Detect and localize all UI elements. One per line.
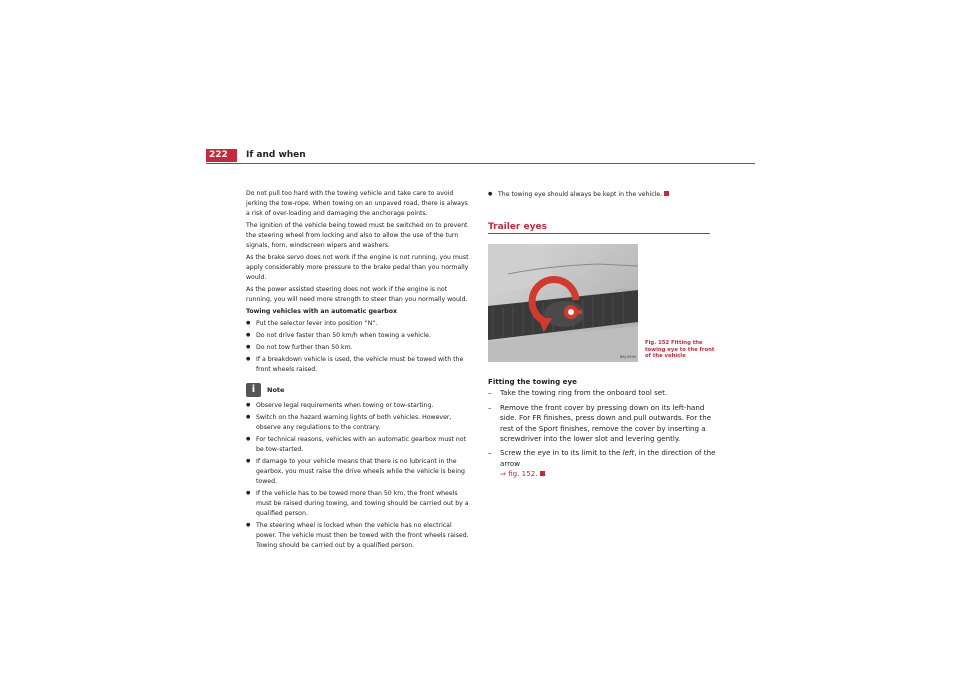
end-mark-icon (540, 471, 545, 476)
subheading-fitting-towing-eye: Fitting the towing eye (488, 377, 577, 386)
figure-caption: Fig. 152 Fitting the towing eye to the front of the vehicle (645, 340, 715, 359)
figure-illustration (488, 244, 638, 362)
figure-towing-eye (488, 244, 638, 362)
note-bullet: ● The steering wheel is locked when the vehicle has no electrical power. The vehicle must then be towed with the front wheels raised. Towing should be carried out by a qualified person. (246, 520, 472, 551)
section-title: Trailer eyes (488, 222, 547, 232)
header-rule (206, 163, 755, 164)
page-number: 222 (206, 149, 237, 162)
section-rule (488, 233, 710, 234)
end-mark-icon (664, 191, 669, 196)
bullet-item: ● Do not drive faster than 50 km/h when towing a vehicle. (246, 330, 472, 341)
note-bullet: ● If the vehicle has to be towed more than 50 km, the front wheels must be raised during towing, and towing should be carried out by a qualified person. (246, 488, 472, 519)
step-text: . (535, 469, 538, 479)
note-bullet: ● For technical reasons, vehicles with an automatic gearbox must not be tow-started. (246, 434, 472, 455)
note-icon-glyph: i (251, 384, 256, 395)
note-bullet: ● Switch on the hazard warning lights of both vehicles. However, observe any regulations to the contrary. (246, 412, 472, 433)
paragraph: As the brake servo does not work if the engine is not running, you must apply considerably more pressure to the brake pedal than you normally would. (246, 254, 469, 281)
left-column (246, 189, 472, 552)
note-bullet: ● If damage to your vehicle means that there is no lubricant in the gearbox, you must raise the drive wheels while the vehicle is being towed. (246, 456, 472, 487)
right-top-bullet-wrap (488, 189, 718, 201)
bullet-item (488, 189, 718, 200)
paragraph: The ignition of the vehicle being towed must be switched on to prevent the steering wheel from locking and also to allow the use of the turn signals, horn, windscreen wipers and washers. (246, 222, 468, 249)
instructions (488, 377, 718, 484)
step-text: , in the direction of the arrow (500, 448, 716, 468)
note-header (246, 383, 472, 397)
step-item: – Remove the front cover by pressing down on its left-hand side. For FR finishes, press down and pull outwards. For the rest of the Sport finishes, remove the cover by inserting a screwdriver into the lower slot and levering gently. (488, 403, 718, 445)
page-title: If and when (246, 150, 306, 160)
note-label: Note (267, 386, 285, 394)
figure-reference-link[interactable]: ⇒ fig. 152 (500, 469, 536, 479)
bullet-item: ● If a breakdown vehicle is used, the vehicle must be towed with the front wheels raised. (246, 354, 472, 375)
step-text: Screw the eye in to its limit to the (500, 448, 623, 458)
figure-code: B6J-0096 (620, 355, 636, 359)
step-item (488, 448, 718, 479)
bullet-item: ● Put the selector lever into position “N”. (246, 318, 472, 329)
subheading-automatic-gearbox: Towing vehicles with an automatic gearbox (246, 308, 397, 315)
note-info-icon (246, 383, 261, 397)
bullet-text: The towing eye should always be kept in the vehicle. (498, 191, 663, 198)
step-item: – Take the towing ring from the onboard tool set. (488, 388, 718, 398)
step-emphasis: left (622, 448, 635, 458)
note-bullet: ● Observe legal requirements when towing or tow-starting. (246, 400, 472, 411)
paragraph: As the power assisted steering does not work if the engine is not running, you will need more strength to steer than you normally would. (246, 286, 468, 303)
paragraph: Do not pull too hard with the towing vehicle and take care to avoid jerking the tow-rope. When towing on an unpaved road, there is always a risk of over-loading and damaging the anchorage points. (246, 190, 468, 217)
bullet-item: ● Do not tow further than 50 km. (246, 342, 472, 353)
